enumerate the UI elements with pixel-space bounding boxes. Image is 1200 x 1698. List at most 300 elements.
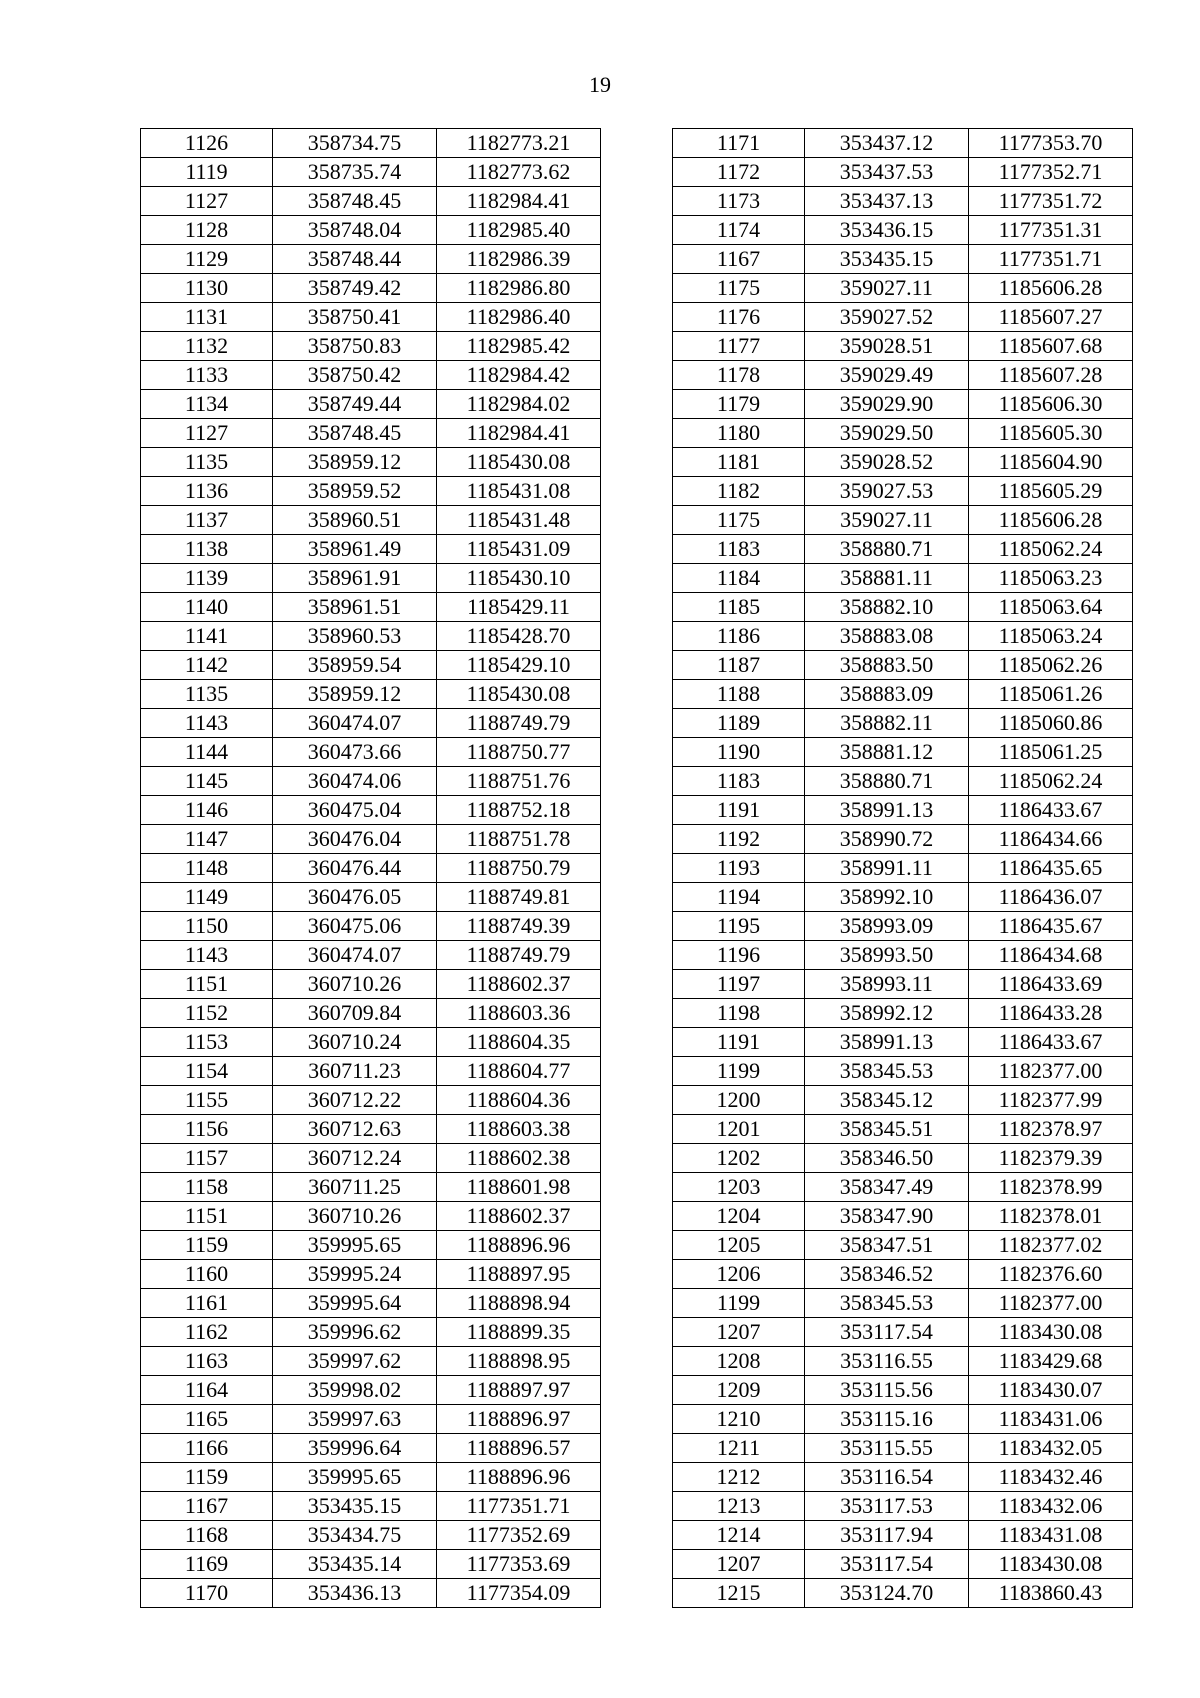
y-coordinate-cell: 1183432.06 <box>969 1492 1133 1521</box>
x-coordinate-cell: 358961.51 <box>273 593 437 622</box>
point-number-cell: 1171 <box>673 129 805 158</box>
table-row <box>673 506 1133 535</box>
point-number-cell: 1151 <box>141 1202 273 1231</box>
y-coordinate-cell: 1188604.77 <box>437 1057 601 1086</box>
point-number-cell: 1160 <box>141 1260 273 1289</box>
x-coordinate-cell: 353115.56 <box>805 1376 969 1405</box>
table-row <box>141 709 601 738</box>
point-number-cell: 1191 <box>673 1028 805 1057</box>
point-number-cell: 1175 <box>673 274 805 303</box>
point-number-cell: 1136 <box>141 477 273 506</box>
point-number-cell: 1152 <box>141 999 273 1028</box>
x-coordinate-cell: 360473.66 <box>273 738 437 767</box>
point-number-cell: 1129 <box>141 245 273 274</box>
y-coordinate-cell: 1177353.69 <box>437 1550 601 1579</box>
x-coordinate-cell: 358991.11 <box>805 854 969 883</box>
point-number-cell: 1131 <box>141 303 273 332</box>
x-coordinate-cell: 360709.84 <box>273 999 437 1028</box>
x-coordinate-cell: 360712.24 <box>273 1144 437 1173</box>
x-coordinate-cell: 358883.50 <box>805 651 969 680</box>
x-coordinate-cell: 358992.10 <box>805 883 969 912</box>
y-coordinate-cell: 1185062.24 <box>969 767 1133 796</box>
point-number-cell: 1181 <box>673 448 805 477</box>
y-coordinate-cell: 1185063.64 <box>969 593 1133 622</box>
table-row <box>673 1463 1133 1492</box>
x-coordinate-cell: 359029.50 <box>805 419 969 448</box>
point-number-cell: 1195 <box>673 912 805 941</box>
x-coordinate-cell: 358993.11 <box>805 970 969 999</box>
table-row <box>141 1115 601 1144</box>
point-number-cell: 1155 <box>141 1086 273 1115</box>
x-coordinate-cell: 358882.10 <box>805 593 969 622</box>
table-row <box>673 1144 1133 1173</box>
table-row <box>141 1434 601 1463</box>
x-coordinate-cell: 353435.14 <box>273 1550 437 1579</box>
point-number-cell: 1156 <box>141 1115 273 1144</box>
table-row <box>673 1202 1133 1231</box>
table-row <box>673 999 1133 1028</box>
point-number-cell: 1207 <box>673 1318 805 1347</box>
point-number-cell: 1166 <box>141 1434 273 1463</box>
y-coordinate-cell: 1188899.35 <box>437 1318 601 1347</box>
table-row <box>141 1086 601 1115</box>
x-coordinate-cell: 353117.54 <box>805 1318 969 1347</box>
y-coordinate-cell: 1188602.37 <box>437 1202 601 1231</box>
x-coordinate-cell: 359028.52 <box>805 448 969 477</box>
x-coordinate-cell: 353434.75 <box>273 1521 437 1550</box>
y-coordinate-cell: 1182985.42 <box>437 332 601 361</box>
table-row <box>141 767 601 796</box>
y-coordinate-cell: 1188603.36 <box>437 999 601 1028</box>
x-coordinate-cell: 359997.62 <box>273 1347 437 1376</box>
table-row <box>673 245 1133 274</box>
x-coordinate-cell: 358959.54 <box>273 651 437 680</box>
y-coordinate-cell: 1182986.40 <box>437 303 601 332</box>
table-row <box>673 941 1133 970</box>
point-number-cell: 1193 <box>673 854 805 883</box>
y-coordinate-cell: 1177352.69 <box>437 1521 601 1550</box>
x-coordinate-cell: 353117.94 <box>805 1521 969 1550</box>
table-row <box>673 448 1133 477</box>
x-coordinate-cell: 358750.42 <box>273 361 437 390</box>
point-number-cell: 1134 <box>141 390 273 419</box>
y-coordinate-cell: 1188750.77 <box>437 738 601 767</box>
table-row <box>673 1086 1133 1115</box>
point-number-cell: 1203 <box>673 1173 805 1202</box>
point-number-cell: 1199 <box>673 1057 805 1086</box>
x-coordinate-cell: 358990.72 <box>805 825 969 854</box>
table-row <box>141 506 601 535</box>
x-coordinate-cell: 353116.55 <box>805 1347 969 1376</box>
x-coordinate-cell: 358959.12 <box>273 680 437 709</box>
y-coordinate-cell: 1188603.38 <box>437 1115 601 1144</box>
point-number-cell: 1149 <box>141 883 273 912</box>
y-coordinate-cell: 1182377.00 <box>969 1289 1133 1318</box>
table-row <box>141 187 601 216</box>
y-coordinate-cell: 1185607.27 <box>969 303 1133 332</box>
point-number-cell: 1200 <box>673 1086 805 1115</box>
table-row <box>141 999 601 1028</box>
x-coordinate-cell: 353124.70 <box>805 1579 969 1608</box>
x-coordinate-cell: 359028.51 <box>805 332 969 361</box>
table-row <box>141 216 601 245</box>
x-coordinate-cell: 359029.49 <box>805 361 969 390</box>
table-row <box>673 709 1133 738</box>
table-row <box>141 564 601 593</box>
y-coordinate-cell: 1185430.08 <box>437 448 601 477</box>
point-number-cell: 1198 <box>673 999 805 1028</box>
x-coordinate-cell: 360476.05 <box>273 883 437 912</box>
x-coordinate-cell: 358748.45 <box>273 419 437 448</box>
table-row <box>141 1173 601 1202</box>
table-row <box>141 622 601 651</box>
point-number-cell: 1183 <box>673 767 805 796</box>
table-row <box>673 274 1133 303</box>
x-coordinate-cell: 358345.51 <box>805 1115 969 1144</box>
y-coordinate-cell: 1186435.65 <box>969 854 1133 883</box>
x-coordinate-cell: 358883.09 <box>805 680 969 709</box>
y-coordinate-cell: 1186434.68 <box>969 941 1133 970</box>
x-coordinate-cell: 358748.04 <box>273 216 437 245</box>
x-coordinate-cell: 359996.64 <box>273 1434 437 1463</box>
point-number-cell: 1189 <box>673 709 805 738</box>
x-coordinate-cell: 360475.06 <box>273 912 437 941</box>
table-row <box>673 1173 1133 1202</box>
table-row <box>141 303 601 332</box>
y-coordinate-cell: 1183860.43 <box>969 1579 1133 1608</box>
point-number-cell: 1119 <box>141 158 273 187</box>
y-coordinate-cell: 1177353.70 <box>969 129 1133 158</box>
table-row <box>673 390 1133 419</box>
point-number-cell: 1167 <box>141 1492 273 1521</box>
point-number-cell: 1127 <box>141 187 273 216</box>
point-number-cell: 1196 <box>673 941 805 970</box>
point-number-cell: 1130 <box>141 274 273 303</box>
point-number-cell: 1190 <box>673 738 805 767</box>
x-coordinate-cell: 353435.15 <box>273 1492 437 1521</box>
point-number-cell: 1202 <box>673 1144 805 1173</box>
point-number-cell: 1215 <box>673 1579 805 1608</box>
y-coordinate-cell: 1188749.39 <box>437 912 601 941</box>
table-row <box>673 1492 1133 1521</box>
table-row <box>673 1434 1133 1463</box>
y-coordinate-cell: 1186433.28 <box>969 999 1133 1028</box>
table-row <box>673 303 1133 332</box>
y-coordinate-cell: 1188898.95 <box>437 1347 601 1376</box>
page-number: 19 <box>589 72 611 97</box>
x-coordinate-cell: 358880.71 <box>805 767 969 796</box>
x-coordinate-cell: 359995.65 <box>273 1463 437 1492</box>
y-coordinate-cell: 1182984.02 <box>437 390 601 419</box>
x-coordinate-cell: 353437.53 <box>805 158 969 187</box>
y-coordinate-cell: 1188749.79 <box>437 709 601 738</box>
point-number-cell: 1207 <box>673 1550 805 1579</box>
table-row <box>141 1202 601 1231</box>
table-row <box>141 245 601 274</box>
y-coordinate-cell: 1182378.99 <box>969 1173 1133 1202</box>
y-coordinate-cell: 1188752.18 <box>437 796 601 825</box>
table-row <box>673 854 1133 883</box>
table-row <box>141 419 601 448</box>
point-number-cell: 1174 <box>673 216 805 245</box>
point-number-cell: 1127 <box>141 419 273 448</box>
point-number-cell: 1183 <box>673 535 805 564</box>
point-number-cell: 1167 <box>673 245 805 274</box>
point-number-cell: 1135 <box>141 448 273 477</box>
point-number-cell: 1205 <box>673 1231 805 1260</box>
x-coordinate-cell: 358880.71 <box>805 535 969 564</box>
point-number-cell: 1169 <box>141 1550 273 1579</box>
x-coordinate-cell: 358345.53 <box>805 1057 969 1086</box>
x-coordinate-cell: 360712.63 <box>273 1115 437 1144</box>
table-row <box>141 390 601 419</box>
table-row <box>673 1231 1133 1260</box>
y-coordinate-cell: 1185430.08 <box>437 680 601 709</box>
x-coordinate-cell: 360710.26 <box>273 970 437 999</box>
x-coordinate-cell: 360474.07 <box>273 941 437 970</box>
table-row <box>673 1260 1133 1289</box>
point-number-cell: 1178 <box>673 361 805 390</box>
point-number-cell: 1163 <box>141 1347 273 1376</box>
point-number-cell: 1176 <box>673 303 805 332</box>
point-number-cell: 1132 <box>141 332 273 361</box>
point-number-cell: 1151 <box>141 970 273 999</box>
table-row <box>141 477 601 506</box>
y-coordinate-cell: 1188749.81 <box>437 883 601 912</box>
table-row <box>673 158 1133 187</box>
y-coordinate-cell: 1185063.24 <box>969 622 1133 651</box>
table-row <box>673 1405 1133 1434</box>
x-coordinate-cell: 359995.64 <box>273 1289 437 1318</box>
point-number-cell: 1138 <box>141 535 273 564</box>
point-number-cell: 1194 <box>673 883 805 912</box>
x-coordinate-cell: 359027.52 <box>805 303 969 332</box>
y-coordinate-cell: 1182377.00 <box>969 1057 1133 1086</box>
y-coordinate-cell: 1185062.24 <box>969 535 1133 564</box>
point-number-cell: 1179 <box>673 390 805 419</box>
point-number-cell: 1206 <box>673 1260 805 1289</box>
point-number-cell: 1157 <box>141 1144 273 1173</box>
table-row <box>141 361 601 390</box>
point-number-cell: 1204 <box>673 1202 805 1231</box>
table-row <box>673 796 1133 825</box>
table-row <box>141 593 601 622</box>
table-row <box>141 1231 601 1260</box>
y-coordinate-cell: 1188604.36 <box>437 1086 601 1115</box>
y-coordinate-cell: 1185431.08 <box>437 477 601 506</box>
y-coordinate-cell: 1185607.28 <box>969 361 1133 390</box>
x-coordinate-cell: 359995.65 <box>273 1231 437 1260</box>
point-number-cell: 1128 <box>141 216 273 245</box>
y-coordinate-cell: 1185606.28 <box>969 506 1133 535</box>
x-coordinate-cell: 359995.24 <box>273 1260 437 1289</box>
y-coordinate-cell: 1182986.39 <box>437 245 601 274</box>
point-number-cell: 1182 <box>673 477 805 506</box>
point-number-cell: 1162 <box>141 1318 273 1347</box>
x-coordinate-cell: 353117.54 <box>805 1550 969 1579</box>
y-coordinate-cell: 1188896.96 <box>437 1463 601 1492</box>
x-coordinate-cell: 359027.11 <box>805 274 969 303</box>
table-row <box>673 593 1133 622</box>
table-row <box>673 738 1133 767</box>
y-coordinate-cell: 1188604.35 <box>437 1028 601 1057</box>
x-coordinate-cell: 358961.91 <box>273 564 437 593</box>
x-coordinate-cell: 358993.09 <box>805 912 969 941</box>
y-coordinate-cell: 1182773.62 <box>437 158 601 187</box>
table-row <box>673 1318 1133 1347</box>
table-row <box>673 1376 1133 1405</box>
table-row <box>673 216 1133 245</box>
x-coordinate-cell: 353116.54 <box>805 1463 969 1492</box>
y-coordinate-cell: 1185061.25 <box>969 738 1133 767</box>
y-coordinate-cell: 1188751.76 <box>437 767 601 796</box>
table-row <box>673 970 1133 999</box>
point-number-cell: 1188 <box>673 680 805 709</box>
y-coordinate-cell: 1188602.38 <box>437 1144 601 1173</box>
y-coordinate-cell: 1188602.37 <box>437 970 601 999</box>
point-number-cell: 1170 <box>141 1579 273 1608</box>
table-row <box>141 1579 601 1608</box>
y-coordinate-cell: 1188751.78 <box>437 825 601 854</box>
table-row <box>141 1028 601 1057</box>
table-row <box>673 187 1133 216</box>
table-row <box>141 274 601 303</box>
x-coordinate-cell: 358750.83 <box>273 332 437 361</box>
point-number-cell: 1180 <box>673 419 805 448</box>
point-number-cell: 1153 <box>141 1028 273 1057</box>
x-coordinate-cell: 359027.53 <box>805 477 969 506</box>
x-coordinate-cell: 360711.23 <box>273 1057 437 1086</box>
y-coordinate-cell: 1188896.97 <box>437 1405 601 1434</box>
y-coordinate-cell: 1177354.09 <box>437 1579 601 1608</box>
x-coordinate-cell: 353437.12 <box>805 129 969 158</box>
y-coordinate-cell: 1185605.30 <box>969 419 1133 448</box>
x-coordinate-cell: 358959.52 <box>273 477 437 506</box>
x-coordinate-cell: 358346.52 <box>805 1260 969 1289</box>
y-coordinate-cell: 1182984.41 <box>437 419 601 448</box>
y-coordinate-cell: 1185429.10 <box>437 651 601 680</box>
y-coordinate-cell: 1182985.40 <box>437 216 601 245</box>
point-number-cell: 1145 <box>141 767 273 796</box>
y-coordinate-cell: 1177351.72 <box>969 187 1133 216</box>
point-number-cell: 1213 <box>673 1492 805 1521</box>
y-coordinate-cell: 1185431.48 <box>437 506 601 535</box>
point-number-cell: 1146 <box>141 796 273 825</box>
x-coordinate-cell: 353436.15 <box>805 216 969 245</box>
x-coordinate-cell: 353117.53 <box>805 1492 969 1521</box>
point-number-cell: 1201 <box>673 1115 805 1144</box>
table-row <box>141 535 601 564</box>
x-coordinate-cell: 358993.50 <box>805 941 969 970</box>
y-coordinate-cell: 1177351.71 <box>969 245 1133 274</box>
x-coordinate-cell: 358959.12 <box>273 448 437 477</box>
point-number-cell: 1154 <box>141 1057 273 1086</box>
point-number-cell: 1184 <box>673 564 805 593</box>
table-row <box>141 651 601 680</box>
y-coordinate-cell: 1186433.69 <box>969 970 1133 999</box>
table-row <box>141 738 601 767</box>
y-coordinate-cell: 1183430.08 <box>969 1550 1133 1579</box>
x-coordinate-cell: 358345.53 <box>805 1289 969 1318</box>
y-coordinate-cell: 1182984.42 <box>437 361 601 390</box>
y-coordinate-cell: 1188896.57 <box>437 1434 601 1463</box>
table-row <box>673 680 1133 709</box>
x-coordinate-cell: 358960.53 <box>273 622 437 651</box>
point-number-cell: 1140 <box>141 593 273 622</box>
point-number-cell: 1208 <box>673 1347 805 1376</box>
x-coordinate-cell: 353115.55 <box>805 1434 969 1463</box>
point-number-cell: 1186 <box>673 622 805 651</box>
y-coordinate-cell: 1182376.60 <box>969 1260 1133 1289</box>
point-number-cell: 1177 <box>673 332 805 361</box>
table-row <box>141 332 601 361</box>
x-coordinate-cell: 360474.07 <box>273 709 437 738</box>
x-coordinate-cell: 358960.51 <box>273 506 437 535</box>
y-coordinate-cell: 1182378.01 <box>969 1202 1133 1231</box>
x-coordinate-cell: 360476.04 <box>273 825 437 854</box>
x-coordinate-cell: 360475.04 <box>273 796 437 825</box>
point-number-cell: 1144 <box>141 738 273 767</box>
x-coordinate-cell: 353436.13 <box>273 1579 437 1608</box>
table-row <box>673 129 1133 158</box>
point-number-cell: 1158 <box>141 1173 273 1202</box>
table-row <box>673 1550 1133 1579</box>
x-coordinate-cell: 360711.25 <box>273 1173 437 1202</box>
x-coordinate-cell: 358992.12 <box>805 999 969 1028</box>
y-coordinate-cell: 1185431.09 <box>437 535 601 564</box>
point-number-cell: 1159 <box>141 1463 273 1492</box>
table-row <box>673 1289 1133 1318</box>
y-coordinate-cell: 1185061.26 <box>969 680 1133 709</box>
point-number-cell: 1126 <box>141 129 273 158</box>
x-coordinate-cell: 358347.90 <box>805 1202 969 1231</box>
point-number-cell: 1212 <box>673 1463 805 1492</box>
y-coordinate-cell: 1188898.94 <box>437 1289 601 1318</box>
table-row <box>141 912 601 941</box>
y-coordinate-cell: 1185428.70 <box>437 622 601 651</box>
x-coordinate-cell: 358749.42 <box>273 274 437 303</box>
y-coordinate-cell: 1188896.96 <box>437 1231 601 1260</box>
x-coordinate-cell: 360710.24 <box>273 1028 437 1057</box>
x-coordinate-cell: 360474.06 <box>273 767 437 796</box>
y-coordinate-cell: 1188750.79 <box>437 854 601 883</box>
table-row <box>141 1521 601 1550</box>
y-coordinate-cell: 1183432.05 <box>969 1434 1133 1463</box>
x-coordinate-cell: 358734.75 <box>273 129 437 158</box>
y-coordinate-cell: 1185605.29 <box>969 477 1133 506</box>
y-coordinate-cell: 1185606.28 <box>969 274 1133 303</box>
y-coordinate-cell: 1182378.97 <box>969 1115 1133 1144</box>
table-row <box>673 1521 1133 1550</box>
x-coordinate-cell: 360712.22 <box>273 1086 437 1115</box>
table-row <box>141 1318 601 1347</box>
x-coordinate-cell: 358735.74 <box>273 158 437 187</box>
table-row <box>141 1492 601 1521</box>
table-row <box>673 825 1133 854</box>
x-coordinate-cell: 359029.90 <box>805 390 969 419</box>
point-number-cell: 1161 <box>141 1289 273 1318</box>
x-coordinate-cell: 358347.49 <box>805 1173 969 1202</box>
point-number-cell: 1150 <box>141 912 273 941</box>
table-row <box>673 1347 1133 1376</box>
x-coordinate-cell: 358749.44 <box>273 390 437 419</box>
point-number-cell: 1173 <box>673 187 805 216</box>
table-row <box>141 1347 601 1376</box>
point-number-cell: 1133 <box>141 361 273 390</box>
x-coordinate-cell: 358345.12 <box>805 1086 969 1115</box>
x-coordinate-cell: 358883.08 <box>805 622 969 651</box>
point-number-cell: 1143 <box>141 941 273 970</box>
